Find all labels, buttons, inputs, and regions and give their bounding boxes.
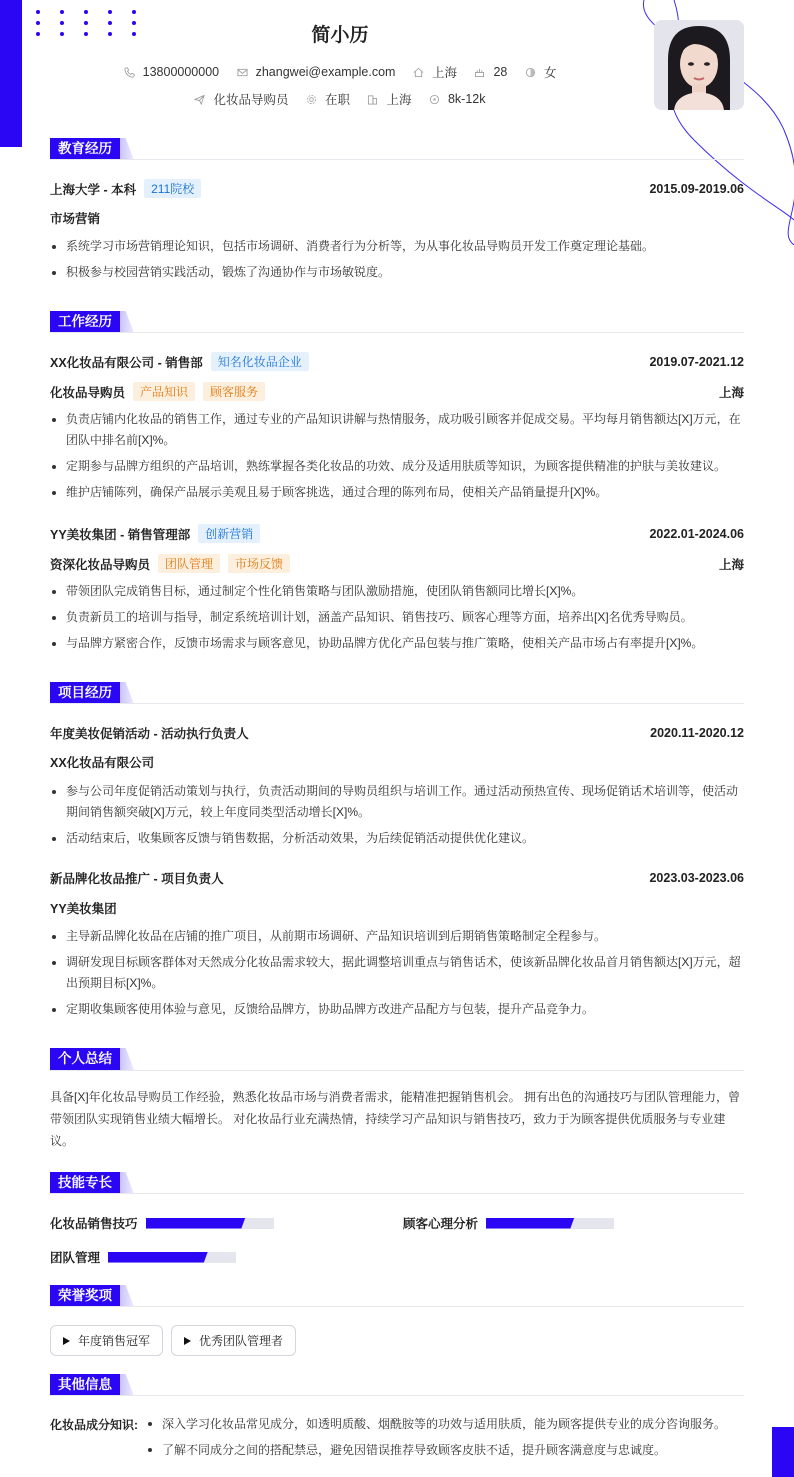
project-dates: 2020.11-2020.12: [650, 726, 744, 740]
heading-tail: [120, 1374, 134, 1396]
phone-text: 13800000000: [142, 65, 220, 79]
phone-icon: [124, 67, 135, 78]
company-tag: 知名化妆品企业: [211, 352, 309, 371]
skill-item: [50, 1248, 236, 1266]
summary-text: 具备[X]年化妆品导购员工作经验，熟悉化妆品市场与消费者需求，能精准把握销售机会。 拥有出色的沟通技巧与团队管理能力，曾带领团队实现销售业绩大幅增长。 对化妆品行业充满热情，持续学习产品知识与销售技巧，致力于为顾客提供优质服务与专业建议。: [50, 1090, 741, 1148]
award-badge: [50, 1325, 163, 1356]
list-item: 活动结束后，收集顾客反馈与销售数据，分析活动效果，为后续促销活动提供优化建议。: [50, 828, 744, 849]
section-divider: [50, 332, 744, 333]
list-item: 调研发现目标顾客群体对天然成分化妆品需求较大，据此调整培训重点与销售话术，使该新品牌化妆品首月销售额达[X]万元，超出预期目标[X]%。: [50, 952, 744, 994]
skill-item: [50, 1214, 274, 1232]
work-1-title-row: [50, 352, 744, 371]
list-item: 主导新品牌化妆品在店铺的推广项目，从前期市场调研、产品知识培训到后期销售策略制定全程参与。: [50, 926, 744, 947]
send-icon: [194, 94, 205, 105]
list-item: 维护店铺陈列，确保产品展示美观且易于顾客挑选，通过合理的陈列布局，使相关产品销量提升[X]%。: [50, 482, 744, 503]
role-tag: 团队管理: [158, 554, 220, 573]
work-dates: 2019.07-2021.12: [649, 354, 744, 369]
list-item: 了解不同成分之间的搭配禁忌，避免因错误推荐导致顾客皮肤不适，提升顾客满意度与忠诚度。: [146, 1437, 746, 1463]
section-divider: [50, 159, 744, 160]
salary-item: [429, 92, 486, 106]
age-item: [474, 65, 507, 79]
project-dates: 2023.03-2023.06: [649, 871, 744, 885]
work-heading: 工作经历: [50, 311, 120, 333]
education-bullets: [50, 236, 744, 288]
skill-item: [403, 1214, 614, 1232]
list-item: 系统学习市场营销理论知识，包括市场调研、消费者行为分析等，为从事化妆品导购员开发工作奠定理论基础。: [50, 236, 744, 257]
company-title: XX化妆品有限公司 - 销售部: [50, 355, 203, 370]
education-dates: 2015.09-2019.06: [649, 181, 744, 196]
list-item: 带领团队完成销售目标，通过制定个性化销售策略与团队激励措施，使团队销售额同比增长[X]%。: [50, 581, 744, 602]
project-2-title-row: [50, 869, 744, 887]
work-2-role-row: [50, 554, 744, 573]
section-divider: [50, 1193, 744, 1194]
skill-name: 顾客心理分析: [403, 1217, 479, 1231]
heading-tail: [120, 1285, 134, 1307]
work-1-bullets: [50, 409, 744, 508]
gender-item: [525, 63, 557, 81]
project-1-bullets: [50, 781, 744, 854]
education-school-row: [50, 179, 744, 198]
building-icon: [367, 94, 378, 105]
work-dates: 2022.01-2024.06: [649, 526, 744, 541]
skill-name: 化妆品销售技巧: [50, 1217, 138, 1231]
email-text: zhangwei@example.com: [255, 65, 396, 79]
company-title: YY美妆集团 - 销售管理部: [50, 527, 191, 542]
role-tag: 产品知识: [133, 382, 195, 401]
work-city-item: [367, 90, 411, 108]
project-2-org-row: [50, 899, 744, 917]
play-icon: [184, 1337, 191, 1345]
projects-section-title: [50, 682, 134, 704]
play-icon: [63, 1337, 70, 1345]
corner-accent-bar-bottom: [772, 1427, 794, 1477]
candidate-name: 简小历: [311, 25, 369, 46]
heading-tail: [120, 138, 134, 160]
other-bullets: [146, 1411, 746, 1463]
age-text: 28: [493, 65, 508, 79]
awards-section-title: [50, 1285, 134, 1307]
award-label: 优秀团队管理者: [199, 1334, 284, 1348]
education-heading: 教育经历: [50, 138, 120, 160]
list-item: 定期收集顾客使用体验与意见，反馈给品牌方，协助品牌方改进产品配方与包装，提升产品竞争力。: [50, 999, 744, 1020]
education-section-title: [50, 138, 134, 160]
skill-bar-fill: [108, 1252, 208, 1263]
company-tag: 创新营销: [198, 524, 260, 543]
section-divider: [50, 1070, 744, 1071]
role-tag: 顾客服务: [203, 382, 265, 401]
role-title: 资深化妆品导购员: [50, 557, 151, 572]
work-location: 上海: [718, 557, 744, 572]
award-label: 年度销售冠军: [78, 1334, 151, 1348]
heading-tail: [120, 1048, 134, 1070]
heading-tail: [120, 311, 134, 333]
project-title: 新品牌化妆品推广 - 项目负责人: [50, 872, 224, 886]
list-item: 负责店铺内化妆品的销售工作，通过专业的产品知识讲解与热情服务，成功吸引顾客并促成交易。平均每月销售额达[X]万元，在团队中排名前[X]%。: [50, 409, 744, 451]
project-1-org-row: [50, 753, 744, 771]
work-location: 上海: [718, 385, 744, 400]
gender-text: 女: [543, 66, 557, 80]
job-intent-row: [0, 90, 680, 108]
profile-photo: [654, 20, 744, 110]
role-tag: 市场反馈: [228, 554, 290, 573]
work-city-text: 上海: [386, 93, 412, 107]
job-intent-text: 化妆品导购员: [213, 93, 289, 107]
list-item: 积极参与校园营销实践活动，锻炼了沟通协作与市场敏锐度。: [50, 262, 744, 283]
gender-icon: [525, 67, 536, 78]
project-2-bullets: [50, 926, 744, 1025]
job-intent-item: [194, 90, 288, 108]
summary-heading: 个人总结: [50, 1048, 120, 1070]
work-1-role-row: [50, 382, 744, 401]
list-item: 参与公司年度促销活动策划与执行，负责活动期间的导购员组织与培训工作。通过活动预热宣传、现场促销话术培训等，使活动期间销售额突破[X]万元，较上年度同类型活动增长[X]%。: [50, 781, 744, 823]
other-heading: 其他信息: [50, 1374, 120, 1396]
other-label: 化妆品成分知识:: [50, 1418, 138, 1432]
cake-icon: [474, 67, 485, 78]
skill-bar: [146, 1218, 274, 1229]
salary-icon: [429, 94, 440, 105]
work-section-title: [50, 311, 134, 333]
status-text: 在职: [324, 93, 350, 107]
school-tag: 211院校: [144, 179, 201, 198]
list-item: 深入学习化妆品常见成分，如透明质酸、烟酰胺等的功效与适用肤质，能为顾客提供专业的成分咨询服务。: [146, 1411, 746, 1437]
project-title: 年度美妆促销活动 - 活动执行负责人: [50, 727, 249, 741]
heading-tail: [120, 682, 134, 704]
city-text: 上海: [431, 66, 457, 80]
phone-item: [124, 65, 219, 79]
project-1-title-row: [50, 724, 744, 742]
avatar-portrait: [654, 20, 744, 110]
work-2-title-row: [50, 524, 744, 543]
list-item: 定期参与品牌方组织的产品培训，熟练掌握各类化妆品的功效、成分及适用肤质等知识，为顾客提供精准的护肤与美妆建议。: [50, 456, 744, 477]
award-badge: [171, 1325, 296, 1356]
skill-name: 团队管理: [50, 1251, 101, 1265]
email-item: [237, 65, 396, 79]
project-org: XX化妆品有限公司: [50, 756, 155, 770]
major: 市场营销: [50, 212, 101, 226]
salary-text: 8k-12k: [447, 92, 486, 106]
contact-info-row: [0, 63, 680, 81]
section-divider: [50, 703, 744, 704]
work-2-bullets: [50, 581, 744, 659]
home-icon: [413, 67, 424, 78]
status-item: [306, 90, 350, 108]
other-section-title: [50, 1374, 134, 1396]
skill-bar: [486, 1218, 614, 1229]
skills-section-title: [50, 1172, 134, 1194]
list-item: 负责新员工的培训与指导，制定系统培训计划，涵盖产品知识、销售技巧、顾客心理等方面，培养出[X]名优秀导购员。: [50, 607, 744, 628]
heading-tail: [120, 1172, 134, 1194]
school-title: 上海大学 - 本科: [50, 182, 137, 197]
mail-icon: [237, 67, 248, 78]
projects-heading: 项目经历: [50, 682, 120, 704]
section-divider: [50, 1395, 744, 1396]
resume-header: [0, 0, 794, 130]
section-divider: [50, 1306, 744, 1307]
skills-heading: 技能专长: [50, 1172, 120, 1194]
skill-bar: [108, 1252, 236, 1263]
project-org: YY美妆集团: [50, 902, 117, 916]
education-major-row: [50, 209, 744, 227]
skill-bar-fill: [486, 1218, 574, 1229]
role-title: 化妆品导购员: [50, 385, 126, 400]
list-item: 与品牌方紧密合作，反馈市场需求与顾客意见，协助品牌方优化产品包装与推广策略，使相关产品市场占有率提升[X]%。: [50, 633, 744, 654]
city-item: [413, 63, 457, 81]
summary-section-title: [50, 1048, 134, 1070]
settings-icon: [306, 94, 317, 105]
skill-bar-fill: [146, 1218, 246, 1229]
awards-heading: 荣誉奖项: [50, 1285, 120, 1307]
